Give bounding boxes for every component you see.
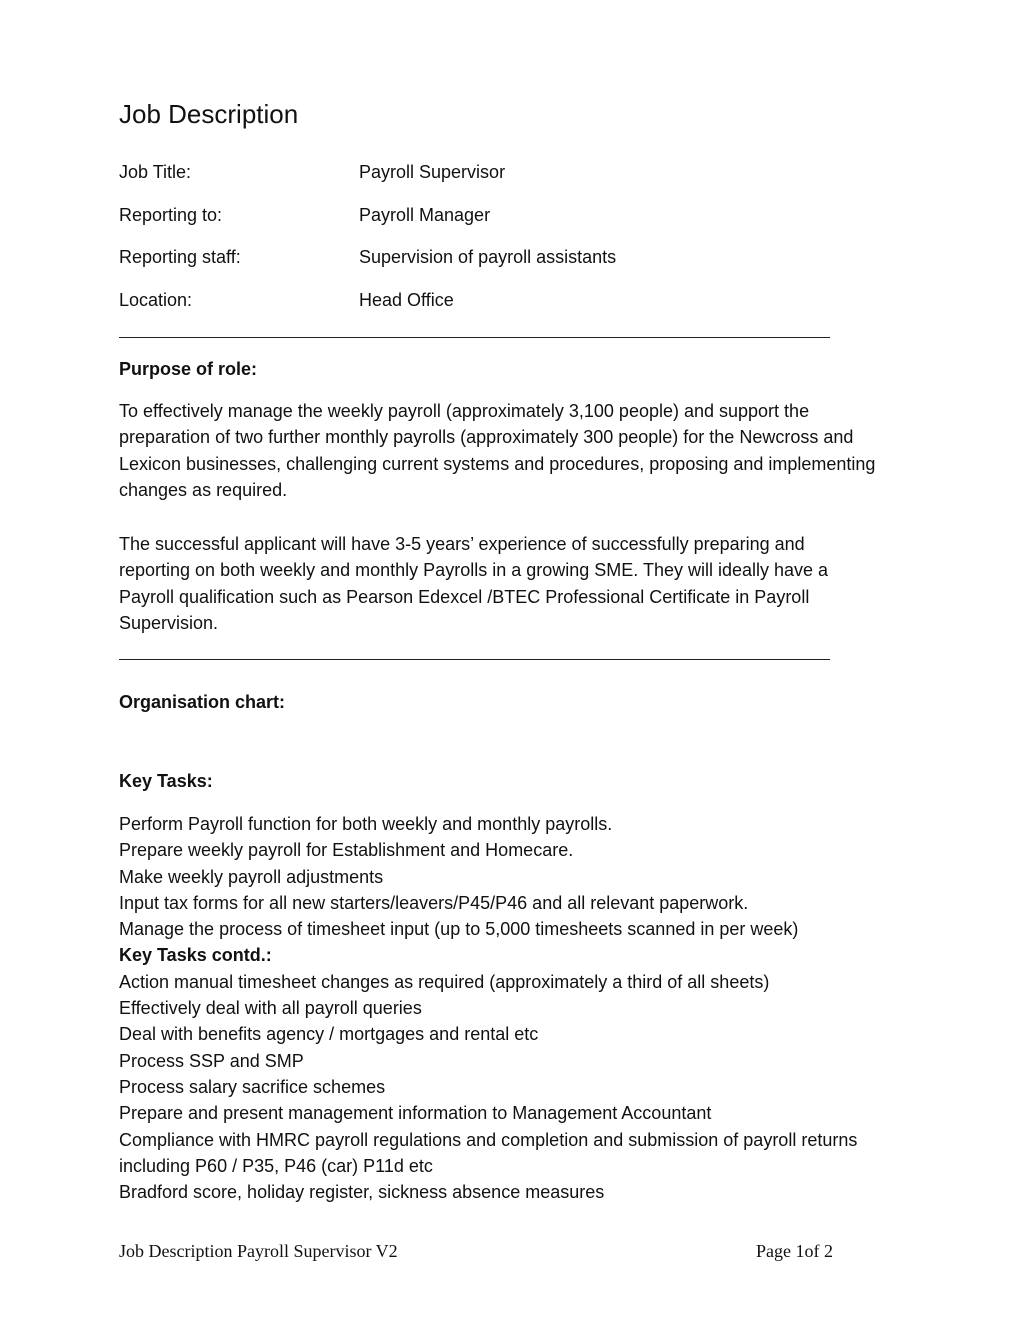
key-tasks-list <box>119 811 909 1205</box>
key-tasks-heading: Key Tasks: <box>119 771 213 791</box>
detail-value: Payroll Supervisor <box>359 162 506 182</box>
list-item: Deal with benefits agency / mortgages and rental etc <box>119 1024 539 1045</box>
detail-label: Reporting to: <box>119 205 223 225</box>
footer-page-number: Page 1of 2 <box>756 1241 833 1261</box>
org-chart-heading: Organisation chart: <box>119 692 286 712</box>
list-item: Bradford score, holiday register, sickness absence measures <box>119 1182 605 1203</box>
detail-value: Payroll Manager <box>359 205 491 225</box>
list-item: Effectively deal with all payroll queries <box>119 998 422 1019</box>
detail-label: Location: <box>119 290 193 310</box>
purpose-paragraph: To effectively manage the weekly payroll (approximately 3,100 people) and support the preparation of two further monthly payrolls (approximately 300 people) for the Newcross and Lexicon businesses, challenging current systems and procedures, proposing and implementing changes as required. <box>119 401 876 500</box>
key-tasks-contd-heading: Key Tasks contd.: <box>119 945 272 966</box>
list-item: Process SSP and SMP <box>119 1050 304 1071</box>
purpose-heading: Purpose of role: <box>119 359 258 379</box>
detail-value: Head Office <box>359 290 454 310</box>
list-item: Action manual timesheet changes as required (approximately a third of all sheets) <box>119 971 770 992</box>
list-item: Prepare and present management information to Management Accountant <box>119 1103 712 1124</box>
detail-label: Job Title: <box>119 162 192 182</box>
section-divider <box>119 337 830 338</box>
experience-paragraph: The successful applicant will have 3-5 years’ experience of successfully preparing and reporting on both weekly and monthly Payrolls in a growing SME. They will ideally have a Payroll qualification such as Pearson Edexcel /BTEC Professional Certificate in Payroll Supervision. <box>119 534 829 633</box>
list-item: Prepare weekly payroll for Establishment and Homecare. <box>119 840 574 861</box>
list-item: Input tax forms for all new starters/leavers/P45/P46 and all relevant paperwork. <box>119 892 749 913</box>
list-item: Make weekly payroll adjustments <box>119 866 384 887</box>
section-divider <box>119 659 830 660</box>
list-item: Manage the process of timesheet input (up to 5,000 timesheets scanned in per week) <box>119 919 799 940</box>
list-item: Process salary sacrifice schemes <box>119 1076 386 1097</box>
footer-document-name: Job Description Payroll Supervisor V2 <box>119 1241 398 1261</box>
document-title: Job Description <box>119 99 299 129</box>
detail-value: Supervision of payroll assistants <box>359 247 617 267</box>
list-item: Compliance with HMRC payroll regulations and completion and submission of payroll returns including P60 / P35, P46 (car) P11d etc <box>119 1129 858 1176</box>
detail-label: Reporting staff: <box>119 247 241 267</box>
list-item: Perform Payroll function for both weekly and monthly payrolls. <box>119 814 613 834</box>
